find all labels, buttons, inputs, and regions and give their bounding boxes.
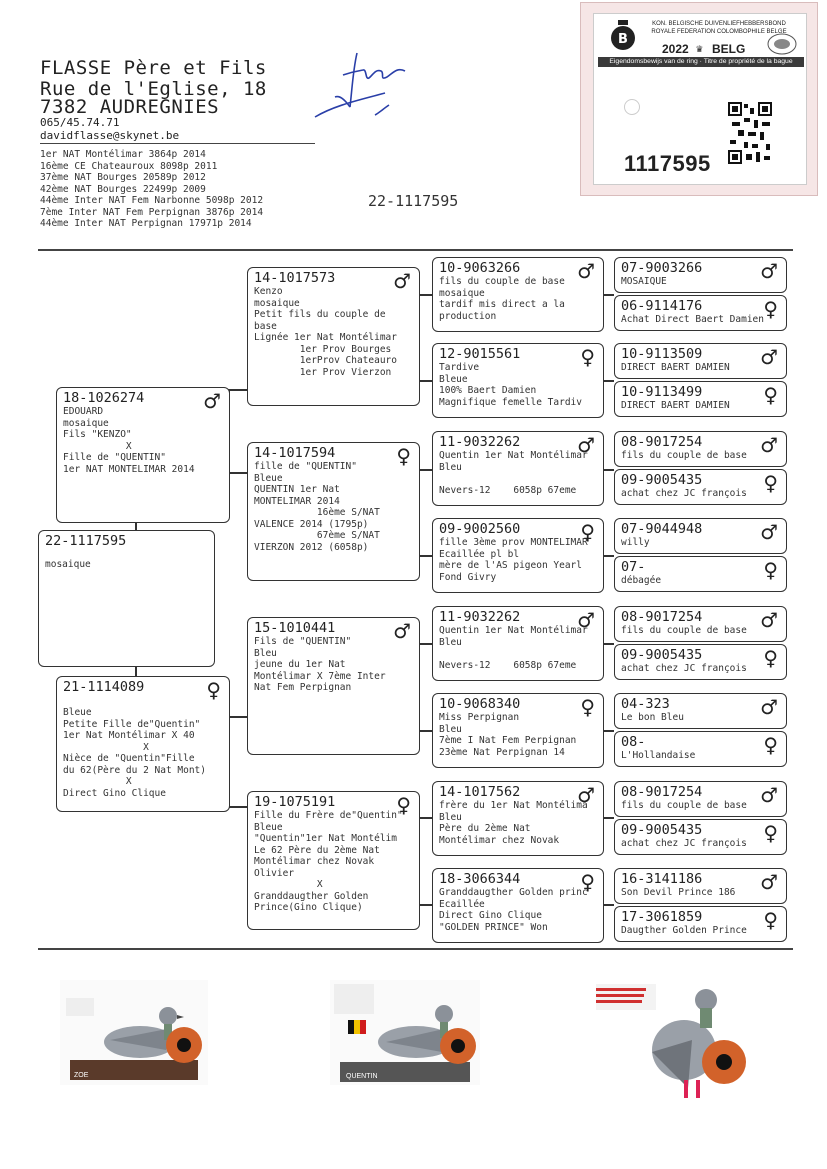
male-icon: ♂: [760, 520, 778, 544]
pedigree-box-gen4: [614, 556, 787, 592]
pedigree-box-gen4: [614, 781, 787, 817]
male-icon: ♂: [760, 608, 778, 632]
pigeon-details: achat chez JC françois: [621, 838, 747, 849]
ring-number: 06-9114176: [621, 298, 703, 314]
ring-number: 12-9015561: [439, 346, 521, 362]
pigeon-photo-image: [60, 980, 208, 1085]
pedigree-box-gen3: [432, 431, 604, 506]
connector: [419, 643, 432, 645]
pigeon-photo: [330, 980, 480, 1085]
pigeon-details: DIRECT BAERT DAMIEN: [621, 400, 730, 411]
ring-number: 18-1026274: [63, 390, 145, 406]
female-icon: ♀: [763, 733, 778, 757]
female-icon: ♀: [396, 444, 411, 468]
ring-number: 07-9003266: [621, 260, 703, 276]
signature: [305, 45, 420, 120]
ring-number: 21-1114089: [63, 679, 145, 695]
pedigree-box-gen4: [614, 343, 787, 379]
ring-number: 14-1017562: [439, 784, 521, 800]
pigeon-details: Quentin 1er Nat Montélimar Bleu Nevers-12 6058p 67eme: [439, 625, 588, 671]
pigeon-photo: [60, 980, 208, 1085]
ring-number: 19-1075191: [254, 794, 336, 810]
pigeon-photo-image: [592, 980, 750, 1110]
pigeon-details: DIRECT BAERT DAMIEN: [621, 362, 730, 373]
ring-number: 09-9005435: [621, 472, 703, 488]
pedigree-box-gen4: [614, 693, 787, 729]
pigeon-details: achat chez JC françois: [621, 488, 747, 499]
pigeon-details: Le bon Bleu: [621, 712, 684, 723]
connector: [419, 380, 432, 382]
ring-number: 10-9113499: [621, 384, 703, 400]
connector: [228, 716, 248, 718]
ring-number: 08-9017254: [621, 434, 703, 450]
ring-number: 08-9017254: [621, 609, 703, 625]
connector: [228, 389, 248, 391]
pigeon-details: fils du couple de base: [621, 625, 747, 636]
pigeon-details: fils du couple de base mosaique tardif mis direct a la production: [439, 276, 565, 322]
pigeon-details: Quentin 1er Nat Montélimar Bleu Nevers-12 6058p 67eme: [439, 450, 588, 496]
connector: [419, 730, 432, 732]
male-icon: ♂: [760, 695, 778, 719]
pigeon-emblem-icon: [766, 28, 798, 56]
ring-number: 07-9044948: [621, 521, 703, 537]
connector: [603, 643, 614, 645]
pedigree-box-gen4: [614, 606, 787, 642]
pedigree-box-dam: [56, 676, 230, 812]
pedigree-box-gen4: [614, 906, 787, 942]
connector: [419, 555, 432, 557]
bottom-separator: [38, 948, 793, 950]
breeder-phone: 065/45.74.71: [40, 116, 120, 129]
pedigree-box-gen3: [432, 343, 604, 418]
female-icon: ♀: [763, 383, 778, 407]
pedigree-box-gen4: [614, 381, 787, 417]
ring-number: 22-1117595: [45, 533, 127, 549]
connector: [419, 904, 432, 906]
ring-number: 11-9032262: [439, 609, 521, 625]
pigeon-photo-image: [330, 980, 480, 1085]
ring-number: 07-: [621, 559, 646, 575]
male-icon: ♂: [577, 433, 595, 457]
pigeon-details: fille 3ème prov MONTELIMAR Ecaillée pl bl mère de l'AS pigeon Yearl Fond Givry: [439, 537, 588, 583]
pigeon-details: fils du couple de base: [621, 450, 747, 461]
connector: [603, 294, 614, 296]
male-icon: ♂: [760, 259, 778, 283]
pedigree-box-subject: [38, 530, 215, 667]
connector: [603, 817, 614, 819]
connector: [603, 730, 614, 732]
male-icon: ♂: [760, 870, 778, 894]
pigeon-details: Tardive Bleue 100% Baert Damien Magnifique femelle Tardiv: [439, 362, 582, 408]
female-icon: ♀: [580, 345, 595, 369]
ring-number: 15-1010441: [254, 620, 336, 636]
connector: [228, 806, 248, 808]
pedigree-box-gen4: [614, 731, 787, 767]
pedigree-box-gen3: [432, 693, 604, 768]
pigeon-details: fille de "QUENTIN" Bleue QUENTIN 1er Nat MONTELIMAR 2014 16ème S/NAT VALENCE 2014 (1795p) 67ème S/NAT VIERZON 2012 (6058p): [254, 461, 380, 553]
pigeon-details: débagée: [621, 575, 662, 586]
male-icon: ♂: [577, 783, 595, 807]
performance-item: 44ème Inter NAT Fem Narbonne 5098p 2012: [40, 195, 264, 206]
cert-caption: Eigendomsbewijs van de ring · Titre de propriété de la bague: [598, 57, 804, 67]
pigeon-details: Fils de "QUENTIN" Bleu jeune du 1er Nat Montélimar X 7ème Inter Nat Fem Perpignan: [254, 636, 386, 693]
ring-number: 10-9063266: [439, 260, 521, 276]
breeder-email: davidflasse@skynet.be: [40, 129, 180, 142]
male-icon: ♂: [393, 269, 411, 293]
org-nl: KON. BELGISCHE DUIVENLIEFHEBBERSBOND: [652, 21, 786, 27]
pedigree-box-gen4: [614, 257, 787, 293]
pedigree-box-gen3: [432, 606, 604, 681]
pigeon-photo: [592, 980, 750, 1110]
connector: [419, 817, 432, 819]
female-icon: ♀: [580, 870, 595, 894]
pedigree-box-gen2: [247, 617, 420, 755]
cert-number: 1117595: [624, 151, 711, 176]
ring-number: 09-9005435: [621, 822, 703, 838]
male-icon: ♂: [760, 345, 778, 369]
connector: [603, 469, 614, 471]
ring-number: 08-: [621, 734, 646, 750]
ring-number: 08-9017254: [621, 784, 703, 800]
ring-number: 14-1017594: [254, 445, 336, 461]
ring-number: 04-323: [621, 696, 670, 712]
certificate-card: [593, 13, 807, 185]
breeder-name: FLASSE Père et Fils: [40, 57, 267, 79]
pigeon-details: Miss Perpignan Bleu 7ème I Nat Fem Perpignan 23ème Nat Perpignan 14: [439, 712, 577, 758]
pigeon-details: achat chez JC françois: [621, 663, 747, 674]
male-icon: ♂: [577, 608, 595, 632]
pedigree-box-gen4: [614, 295, 787, 331]
female-icon: ♀: [580, 520, 595, 544]
breeder-city: 7382 AUDREGNIES: [40, 96, 220, 118]
pedigree-box-gen3: [432, 257, 604, 332]
pedigree-box-gen3: [432, 518, 604, 593]
ring-number: 18-3066344: [439, 871, 521, 887]
ring-number: 09-9005435: [621, 647, 703, 663]
main-ring-number: 22-1117595: [368, 192, 459, 210]
punch-hole: [624, 99, 640, 115]
photo-caption: QUENTIN: [346, 1073, 378, 1080]
connector: [603, 380, 614, 382]
male-icon: ♂: [393, 619, 411, 643]
female-icon: ♀: [763, 821, 778, 845]
performance-item: 1er NAT Montélimar 3864p 2014: [40, 149, 206, 160]
connector: [419, 469, 432, 471]
pedigree-box-gen4: [614, 518, 787, 554]
pedigree-box-sire: [56, 387, 230, 523]
female-icon: ♀: [396, 793, 411, 817]
pigeon-details: frère du 1er Nat Montélima Bleu Père du 2ème Nat Montélimar chez Novak: [439, 800, 588, 846]
pigeon-details: mosaique: [45, 559, 91, 570]
female-icon: ♀: [763, 471, 778, 495]
pigeon-details: L'Hollandaise: [621, 750, 696, 761]
pedigree-box-gen4: [614, 644, 787, 680]
pigeon-details: willy: [621, 537, 650, 548]
female-icon: ♀: [763, 558, 778, 582]
pedigree-box-gen2: [247, 791, 420, 930]
ring-number: 11-9032262: [439, 434, 521, 450]
male-icon: ♂: [203, 389, 221, 413]
connector: [228, 472, 248, 474]
ring-certificate: [580, 2, 818, 196]
performance-list: [40, 149, 263, 230]
breeder-street: Rue de l'Eglise, 18: [40, 78, 267, 100]
pigeon-details: Daugther Golden Prince: [621, 925, 747, 936]
pedigree-box-gen3: [432, 868, 604, 943]
pedigree-box-gen4: [614, 469, 787, 505]
performance-item: 42ème NAT Bourges 22499p 2009: [40, 183, 206, 195]
pigeon-details: Achat Direct Baert Damien: [621, 314, 764, 325]
connector: [603, 555, 614, 557]
female-icon: ♀: [206, 678, 221, 702]
performance-item: 37ème NAT Bourges 20589p 2012: [40, 172, 206, 183]
pigeon-details: Son Devil Prince 186: [621, 887, 736, 898]
header-underline: [40, 143, 315, 144]
pigeon-details: EDOUARD mosaique Fils "KENZO" X Fille de "QUENTIN" 1er NAT MONTELIMAR 2014: [63, 406, 195, 475]
connector: [419, 294, 432, 296]
top-separator: [38, 249, 793, 251]
ring-number: 10-9068340: [439, 696, 521, 712]
female-icon: ♀: [580, 695, 595, 719]
pedigree-box-gen2: [247, 442, 420, 581]
male-icon: ♂: [760, 783, 778, 807]
svg-text:B: B: [618, 32, 628, 47]
connector: [603, 904, 614, 906]
pigeon-details: fils du couple de base: [621, 800, 747, 811]
female-icon: ♀: [763, 908, 778, 932]
pigeon-details: Fille du Frère de"Quentin" Bleue "Quentin"1er Nat Montélim Le 62 Père du 2ème Nat Montélimar chez Novak Olivier X Granddaugther Golden Prince(Gino Clique): [254, 810, 403, 913]
ring-number: 10-9113509: [621, 346, 703, 362]
ring-number: 14-1017573: [254, 270, 336, 286]
ring-number: 09-9002560: [439, 521, 521, 537]
pedigree-box-gen4: [614, 819, 787, 855]
cert-year: 2022: [662, 42, 689, 56]
performance-item: 16ème CE Chateauroux 8098p 2011: [40, 160, 218, 172]
performance-item: 7ème Inter NAT Fem Perpignan 3876p 2014: [40, 206, 264, 218]
photo-caption: ZOE: [74, 1072, 89, 1079]
female-icon: ♀: [763, 646, 778, 670]
female-icon: ♀: [763, 297, 778, 321]
pigeon-details: Bleue Petite Fille de"Quentin" 1er Nat Montélimar X 40 X Nièce de "Quentin"Fille du 62(Père du 2 Nat Mont) X Direct Gino Clique: [63, 707, 206, 799]
ring-number: 16-3141186: [621, 871, 703, 887]
pedigree-box-gen4: [614, 868, 787, 904]
pedigree-box-gen4: [614, 431, 787, 467]
cert-country: BELG: [712, 42, 746, 56]
male-icon: ♂: [760, 433, 778, 457]
pedigree-box-gen3: [432, 781, 604, 856]
connector: [135, 666, 137, 676]
pedigree-box-gen2: [247, 267, 420, 406]
pigeon-details: Kenzo mosaique Petit fils du couple de base Lignée 1er Nat Montélimar 1er Prov Bourges 1erProv Chateauro 1er Prov Vierzon: [254, 286, 397, 378]
ring-number: 17-3061859: [621, 909, 703, 925]
pigeon-details: Granddaugther Golden princ Ecaillée Direct Gino Clique "GOLDEN PRINCE" Won: [439, 887, 588, 933]
qr-code-icon: [728, 102, 772, 164]
crown-icon: ♛: [696, 42, 703, 55]
performance-item: 44ème Inter NAT Perpignan 17971p 2014: [40, 218, 252, 229]
org-fr: ROYALE FEDERATION COLOMBOPHILE BELGE: [651, 29, 787, 35]
male-icon: ♂: [577, 259, 595, 283]
pigeon-details: MOSAIQUE: [621, 276, 667, 287]
